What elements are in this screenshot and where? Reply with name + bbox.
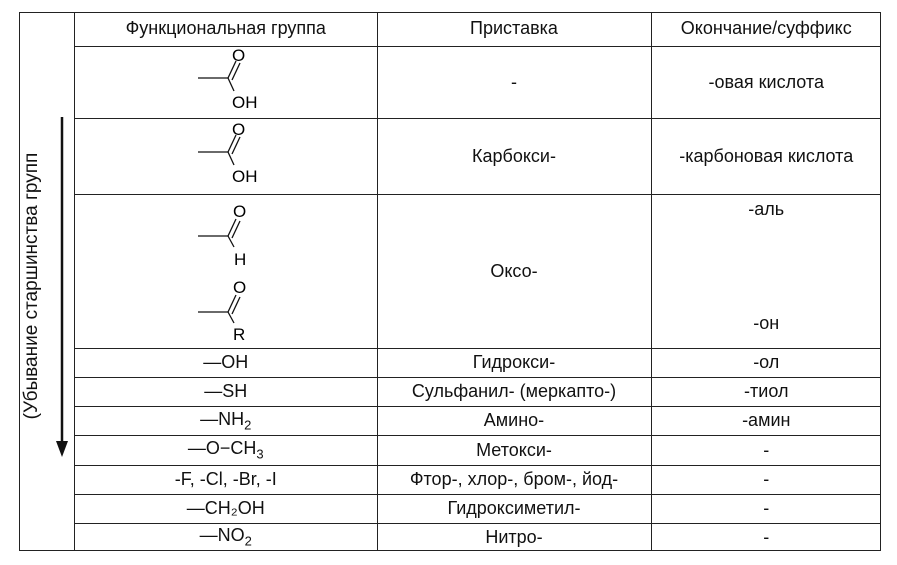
prefix-cell: Амино- [377,406,651,435]
hydrogen-label: H [233,249,247,269]
oxygen-label: O [231,46,245,65]
group-formula: —O−CH [187,438,257,459]
table-row [75,435,881,465]
table-row [75,523,881,551]
group-formula: —NO [199,525,245,546]
oxo-structures-cell [75,194,377,348]
suffix-cell [651,194,881,348]
table-row [75,348,881,377]
functional-groups-table [75,12,881,551]
oh-label: OH [231,92,258,112]
oxygen-label: O [231,120,245,139]
table-row [75,194,881,348]
prefix-cell: Оксо- [377,194,651,348]
group-subscript: 2 [244,534,252,550]
carboxylic-acid-structure [176,47,276,113]
group-subscript: 2 [244,417,252,433]
header-row [75,12,881,46]
group-subscript: 3 [256,446,264,462]
seniority-label: (Убывание старшинства групп [21,152,42,420]
group-cell: -F, -Cl, -Br, -I [75,465,377,494]
carboxylic-acid-structure [176,121,276,187]
prefix-cell: Метокси- [377,435,651,465]
table-row [75,118,881,194]
table-row [75,46,881,118]
suffix-cell: -овая кислота [651,46,881,118]
suffix-cell: - [651,465,881,494]
prefix-cell: Фтор-, хлор-, бром-, йод- [377,465,651,494]
prefix-cell: Сульфанил- (меркапто-) [377,377,651,406]
prefix-cell: Гидрокси- [377,348,651,377]
oxygen-label: O [232,277,246,297]
prefix-cell: Карбокси- [377,118,651,194]
prefix-cell: Гидроксиметил- [377,494,651,523]
oxygen-label: O [232,201,246,221]
group-cell [75,406,377,435]
header-suffix: Окончание/суффикс [651,12,881,46]
down-arrow-icon [55,117,69,457]
table-row [75,406,881,435]
prefix-cell: Нитро- [377,523,651,551]
suffix-cell: -амин [651,406,881,435]
group-cell: —OH [75,348,377,377]
carboxyl-structure-cell [75,46,377,118]
suffix-cell: -ол [651,348,881,377]
table-row [75,465,881,494]
table-row [75,377,881,406]
group-cell: —SH [75,377,377,406]
suffix-cell: - [651,523,881,551]
header-prefix: Приставка [377,12,651,46]
carboxyl-structure-cell [75,118,377,194]
suffix-cell: -тиол [651,377,881,406]
r-label: R [232,324,246,343]
suffix-cell: - [651,435,881,465]
oh-label: OH [231,166,258,186]
group-cell: —CH₂OH [75,494,377,523]
suffix-cell: -карбоновая кислота [651,118,881,194]
suffix-ketone: -он [753,312,780,333]
suffix-aldehyde: -аль [748,198,785,219]
prefix-cell: - [377,46,651,118]
group-cell [75,523,377,551]
group-cell [75,435,377,465]
carbonyl-structures [176,195,276,343]
suffix-cell: - [651,494,881,523]
group-formula: —NH [200,408,245,429]
table-row [75,494,881,523]
header-group: Функциональная группа [75,12,377,46]
